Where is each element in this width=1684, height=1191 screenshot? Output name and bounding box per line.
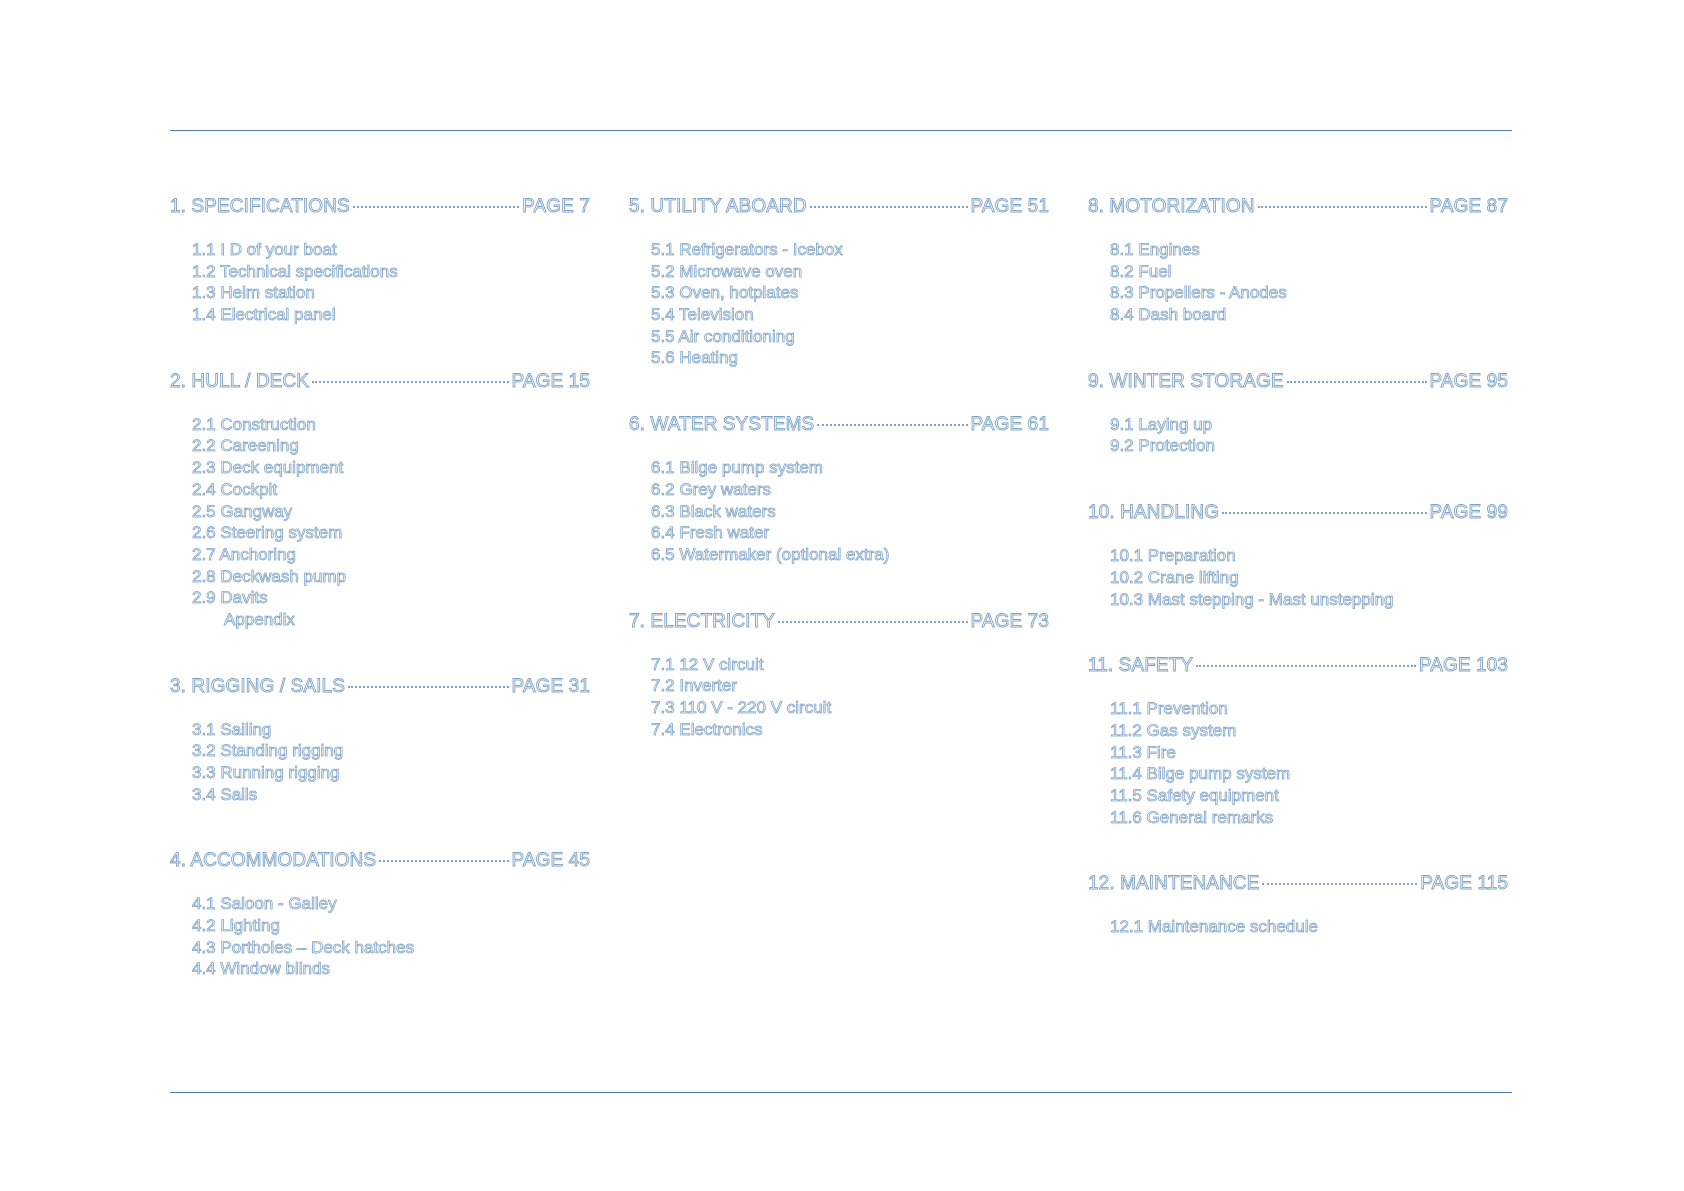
dot-leader bbox=[1262, 883, 1417, 885]
toc-section bbox=[1088, 501, 1508, 610]
subsection-item[interactable]: 5.5 Air conditioning bbox=[651, 326, 795, 346]
subsection-item[interactable]: 6.2 Grey waters bbox=[651, 479, 771, 499]
subsection-item[interactable]: 2.5 Gangway bbox=[192, 501, 293, 521]
dot-leader bbox=[353, 206, 519, 208]
subsection-item[interactable]: 8.1 Engines bbox=[1110, 240, 1200, 259]
section-heading[interactable] bbox=[170, 370, 590, 394]
toc-section bbox=[170, 370, 590, 631]
section-title: 9. WINTER STORAGE bbox=[1088, 370, 1284, 392]
subsection-item[interactable]: 2.7 Anchoring bbox=[192, 544, 296, 564]
section-title: 3. RIGGING / SAILS bbox=[170, 675, 345, 697]
subsection-list bbox=[629, 457, 1049, 565]
subsection-list bbox=[1088, 239, 1508, 326]
section-title: 2. HULL / DECK bbox=[170, 370, 310, 392]
bottom-rule bbox=[170, 1092, 1512, 1093]
section-heading[interactable] bbox=[629, 413, 1049, 437]
subsection-list bbox=[1088, 916, 1508, 938]
toc-column-3 bbox=[1088, 195, 1508, 938]
subsection-item[interactable]: 11.6 General remarks bbox=[1110, 807, 1274, 827]
dot-leader bbox=[1287, 381, 1427, 383]
section-page-number: PAGE 51 bbox=[970, 196, 1049, 217]
section-page-number: PAGE 95 bbox=[1429, 370, 1508, 392]
section-page-number: PAGE 115 bbox=[1420, 873, 1508, 895]
section-page-number: PAGE 31 bbox=[511, 675, 590, 697]
subsection-item[interactable]: 2.9 Davits bbox=[192, 588, 268, 608]
subsection-item[interactable]: 11.3 Fire bbox=[1110, 742, 1176, 762]
section-title: 10. HANDLING bbox=[1088, 502, 1220, 524]
section-page-number: PAGE 61 bbox=[970, 414, 1049, 436]
dot-leader bbox=[1258, 206, 1427, 208]
subsection-item[interactable]: 6.4 Fresh water bbox=[651, 523, 770, 543]
section-heading[interactable] bbox=[1088, 370, 1508, 394]
toc-column-2 bbox=[629, 195, 1049, 740]
subsection-item[interactable]: 6.1 Bilge pump system bbox=[651, 458, 823, 478]
subsection-item[interactable]: 1.2 Technical specifications bbox=[192, 261, 398, 281]
subsection-item[interactable]: 1.3 Helm station bbox=[192, 283, 315, 303]
subsection-list bbox=[170, 893, 590, 980]
subsection-item[interactable]: 7.2 Inverter bbox=[651, 676, 737, 696]
toc-section bbox=[629, 610, 1049, 741]
subsection-item[interactable]: 5.3 Oven, hotplates bbox=[651, 283, 799, 303]
section-title: 11. SAFETY bbox=[1088, 655, 1194, 677]
subsection-item[interactable]: 10.1 Preparation bbox=[1110, 546, 1236, 566]
subsection-item[interactable]: 11.5 Safety equipment bbox=[1110, 785, 1279, 805]
subsection-item[interactable]: 8.4 Dash board bbox=[1110, 305, 1227, 325]
section-heading[interactable] bbox=[1088, 654, 1508, 678]
subsection-item[interactable]: 5.2 Microwave oven bbox=[651, 261, 803, 281]
subsection-item[interactable]: 5.6 Heating bbox=[651, 348, 738, 368]
section-title: 8. MOTORIZATION bbox=[1088, 196, 1255, 217]
subsection-item[interactable]: 2.8 Deckwash pump bbox=[192, 566, 347, 586]
subsection-item[interactable]: 6.3 Black waters bbox=[651, 501, 776, 521]
subsection-item[interactable]: 3.1 Sailing bbox=[192, 719, 272, 739]
section-heading[interactable] bbox=[1088, 872, 1508, 896]
subsection-item[interactable]: 7.4 Electronics bbox=[651, 719, 763, 739]
subsection-item[interactable]: 11.4 Bilge pump system bbox=[1110, 764, 1291, 784]
section-page-number: PAGE 45 bbox=[511, 850, 590, 872]
subsection-item[interactable]: 2.6 Steering system bbox=[192, 523, 343, 543]
toc-section bbox=[170, 195, 590, 326]
dot-leader bbox=[379, 860, 508, 862]
section-page-number: PAGE 103 bbox=[1418, 655, 1508, 677]
section-heading[interactable] bbox=[170, 849, 590, 873]
subsection-item[interactable]: 2.1 Construction bbox=[192, 414, 316, 434]
subsection-list bbox=[170, 414, 590, 631]
dot-leader bbox=[1196, 665, 1416, 667]
section-page-number: PAGE 15 bbox=[511, 370, 590, 392]
subsection-item[interactable]: 8.2 Fuel bbox=[1110, 261, 1172, 281]
dot-leader bbox=[778, 621, 967, 623]
section-title: 6. WATER SYSTEMS bbox=[629, 414, 815, 436]
subsection-list bbox=[170, 719, 590, 806]
subsection-item[interactable]: 9.2 Protection bbox=[1110, 436, 1215, 456]
toc-column-1 bbox=[170, 195, 590, 980]
subsection-item[interactable]: 2.2 Careening bbox=[192, 436, 299, 456]
subsection-item[interactable]: 3.4 Sails bbox=[192, 784, 258, 804]
subsection-list bbox=[170, 239, 590, 326]
subsection-item[interactable]: 1.4 Electrical panel bbox=[192, 305, 336, 325]
subsection-list bbox=[1088, 414, 1508, 457]
toc-section bbox=[170, 849, 590, 980]
dot-leader bbox=[1222, 512, 1426, 514]
subsection-item[interactable]: 7.1 12 V circuit bbox=[651, 654, 764, 674]
section-heading[interactable] bbox=[629, 195, 1049, 219]
section-heading[interactable] bbox=[1088, 501, 1508, 525]
subsection-item[interactable]: 5.1 Refrigerators - Icebox bbox=[651, 240, 843, 259]
subsection-item[interactable]: 4.3 Portholes – Deck hatches bbox=[192, 937, 415, 957]
toc-section bbox=[1088, 370, 1508, 457]
toc-section bbox=[170, 675, 590, 806]
subsection-item[interactable]: 2.3 Deck equipment bbox=[192, 458, 344, 478]
subsection-item[interactable]: 8.3 Propellers - Anodes bbox=[1110, 283, 1287, 303]
section-page-number: PAGE 7 bbox=[522, 196, 590, 217]
subsection-item[interactable]: 10.3 Mast stepping - Mast unstepping bbox=[1110, 589, 1394, 609]
subsection-item[interactable]: 4.1 Saloon - Galley bbox=[192, 894, 337, 914]
section-page-number: PAGE 99 bbox=[1429, 502, 1508, 524]
toc-section bbox=[629, 413, 1049, 565]
dot-leader bbox=[348, 686, 509, 688]
subsection-item[interactable]: 11.1 Prevention bbox=[1110, 699, 1228, 719]
subsection-item[interactable]: 4.4 Window blinds bbox=[192, 959, 330, 979]
subsection-list bbox=[629, 239, 1049, 369]
section-title: 1. SPECIFICATIONS bbox=[170, 196, 350, 217]
section-heading[interactable] bbox=[1088, 195, 1508, 219]
dot-leader bbox=[817, 424, 967, 426]
subsection-list bbox=[629, 654, 1049, 741]
section-page-number: PAGE 87 bbox=[1429, 196, 1508, 217]
subsection-item[interactable]: 7.3 110 V - 220 V circuit bbox=[651, 697, 832, 717]
section-title: 7. ELECTRICITY bbox=[629, 610, 776, 632]
section-title: 5. UTILITY ABOARD bbox=[629, 196, 807, 217]
subsection-item[interactable]: 5.4 Television bbox=[651, 305, 754, 325]
section-heading[interactable] bbox=[170, 675, 590, 699]
subsection-item[interactable]: 10.2 Crane lifting bbox=[1110, 567, 1239, 587]
subsection-list bbox=[1088, 698, 1508, 828]
dot-leader bbox=[810, 206, 968, 208]
toc-section bbox=[1088, 654, 1508, 828]
subsection-item[interactable]: 6.5 Watermaker (optional extra) bbox=[651, 544, 890, 564]
toc-section bbox=[629, 195, 1049, 369]
subsection-item[interactable]: 11.2 Gas system bbox=[1110, 720, 1237, 740]
subsection-list bbox=[1088, 545, 1508, 610]
subsection-item[interactable]: 3.3 Running rigging bbox=[192, 763, 340, 782]
subsection-item[interactable]: 2.4 Cockpit bbox=[192, 479, 278, 499]
section-heading[interactable] bbox=[629, 610, 1049, 634]
subsection-item[interactable]: Appendix bbox=[224, 609, 295, 629]
subsection-item[interactable]: 1.1 I D of your boat bbox=[192, 240, 337, 259]
subsection-item[interactable]: 9.1 Laying up bbox=[1110, 414, 1213, 434]
section-title: 12. MAINTENANCE bbox=[1088, 873, 1260, 895]
section-heading[interactable] bbox=[170, 195, 590, 219]
toc-section bbox=[1088, 872, 1508, 938]
toc-section bbox=[1088, 195, 1508, 326]
top-rule bbox=[170, 130, 1512, 131]
subsection-item[interactable]: 3.2 Standing rigging bbox=[192, 741, 344, 761]
subsection-item[interactable]: 12.1 Maintenance schedule bbox=[1110, 917, 1318, 937]
dot-leader bbox=[312, 381, 508, 383]
section-page-number: PAGE 73 bbox=[970, 610, 1049, 632]
section-title: 4. ACCOMMODATIONS bbox=[170, 850, 377, 872]
subsection-item[interactable]: 4.2 Lighting bbox=[192, 916, 280, 936]
